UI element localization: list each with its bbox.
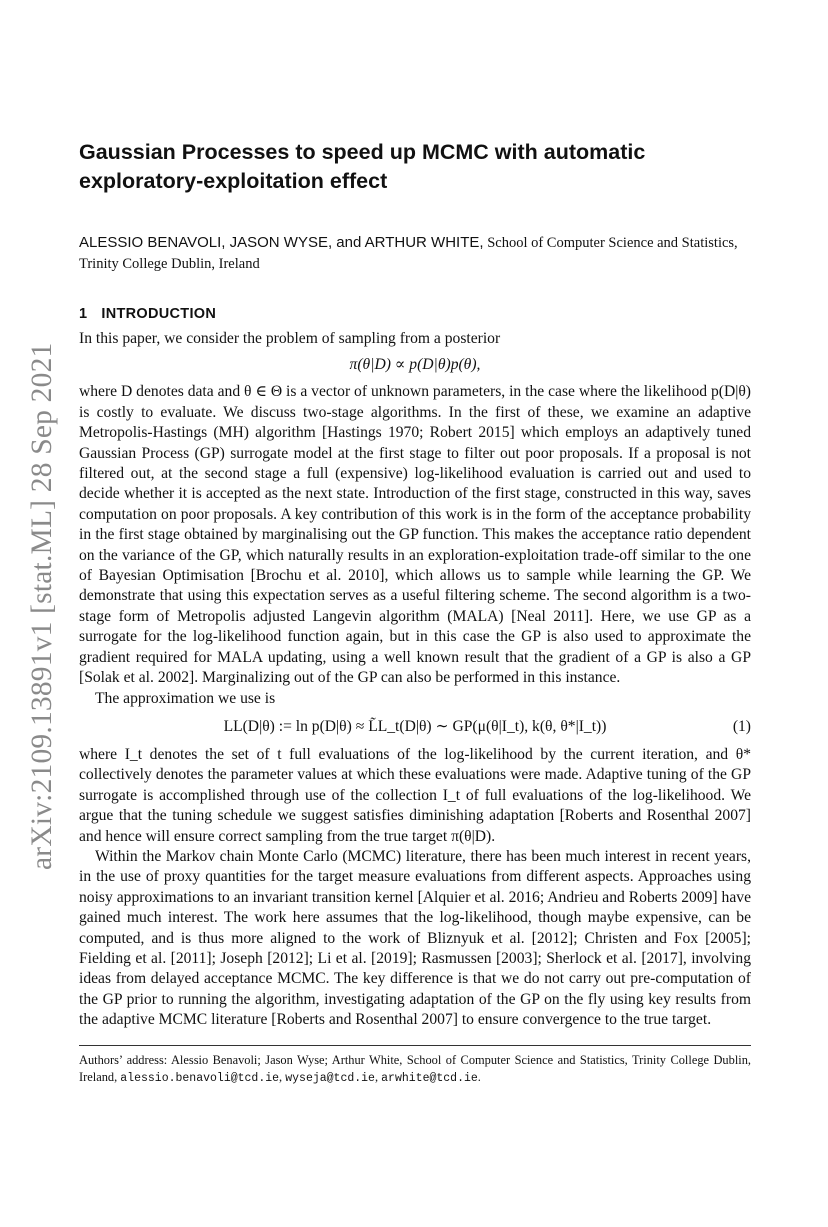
- email-link-1[interactable]: alessio.benavoli@tcd.ie: [120, 1071, 280, 1085]
- equation-1-text: LL(D|θ) := ln p(D|θ) ≈ L̃L_t(D|θ) ∼ GP(μ(θ|I_t), k(θ, θ*|I_t)): [223, 717, 607, 735]
- author-block: [79, 232, 751, 275]
- section-title: INTRODUCTION: [101, 306, 217, 322]
- intro-paragraph-1: In this paper, we consider the problem of sampling from a posterior: [79, 330, 501, 347]
- arxiv-identifier: arXiv:2109.13891v1 [stat.ML] 28 Sep 2021: [26, 342, 58, 870]
- intro-paragraph-3: The approximation we use is: [95, 689, 276, 707]
- paper-title: Gaussian Processes to speed up MCMC with automatic exploratory-exploitation effect: [79, 140, 646, 193]
- section-heading: [79, 304, 751, 324]
- footnote-text: Authors’ address: Alessio Benavoli; Jason Wyse; Arthur White, School of Computer Science and Statistics, Trinity College Dublin, Ireland,: [79, 1052, 751, 1084]
- intro-paragraph-2: where D denotes data and θ ∈ Θ is a vector of unknown parameters, in the case where the likelihood p(D|θ) is costly to evaluate. We discuss two-stage algorithms. In the first of these, we examine an adaptive Metropolis-Hastings (MH) algorithm [Hastings 1970; Robert 2015] which employs an adaptively tuned Gaussian Process (GP) surrogate model at the first stage to filter out poor proposals. If a proposal is not filtered out, at the second stage a full (expensive) log-likelihood evaluation is carried out and used to decide whether it is accepted as the next state. Introduction of the first stage, constructed in this way, saves computation on poor proposals. A key contribution of this work is in the form of the acceptance probability in the first stage obtained by marginalising out the GP function. This makes the acceptance ratio dependent on the variance of the GP, which naturally results in an exploration-exploitation trade-off similar to the one of Bayesian Optimisation [Brochu et al. 2010], which allows us to sample while learning the GP. We demonstrate that using this expectation serves as a useful filtering scheme. The second algorithm is a two-stage form of Metropolis adjusted Langevin algorithm (MALA) [Neal 2011]. Here, we use GP as a surrogate for the log-likelihood function again, but in this case the GP is also used to approximate the gradient required for MALA updating, using a well known result that the gradient of a GP is also a GP [Solak et al. 2002]. Marginalizing out of the GP can also be performed in this instance.: [79, 383, 751, 687]
- equation-1: [79, 717, 751, 737]
- footnote-divider: [79, 1045, 751, 1046]
- section-number: 1: [79, 306, 88, 322]
- author-names: ALESSIO BENAVOLI, JASON WYSE, and ARTHUR WHITE,: [79, 234, 484, 251]
- equation-1-number: (1): [732, 717, 751, 735]
- posterior-equation: [79, 355, 751, 375]
- email-link-3[interactable]: arwhite@tcd.ie: [381, 1071, 478, 1085]
- author-affiliation: School of Computer Science and Statistics, Trinity College Dublin, Ireland: [79, 235, 738, 272]
- paper-page: [79, 138, 751, 1087]
- posterior-equation-text: π(θ|D) ∝ p(D|θ)p(θ),: [349, 356, 481, 374]
- email-link-2[interactable]: wyseja@tcd.ie: [285, 1071, 375, 1085]
- authors-address-footnote: Authors’ address: Alessio Benavoli; Jason Wyse; Arthur White, School of Computer Science and Statistics, Trinity College Dublin, Ireland, alessio.benavoli@tcd.ie, wyseja@tcd.ie, arwhite@tcd.ie.: [79, 1052, 751, 1085]
- intro-paragraph-5: Within the Markov chain Monte Carlo (MCMC) literature, there has been much interest in recent years, in the use of proxy quantities for the target measure evaluations from different aspects. Approaches using noisy approximations to an invariant transition kernel [Alquier et al. 2016; Andrieu and Roberts 2009] have gained much interest. The work here assumes that the log-likelihood, though maybe expensive, can be computed, and is thus more aligned to the work of Bliznyuk et al. [2012]; Christen and Fox [2005]; Fielding et al. [2011]; Joseph [2012]; Li et al. [2019]; Rasmussen [2003]; Sherlock et al. [2017], involving ideas from delayed acceptance MCMC. The key difference is that we do not carry out pre-computation of the GP prior to running the algorithm, investigating adaptation of the GP on the fly using key results from the adaptive MCMC literature [Roberts and Rosenthal 2007] to ensure convergence to the true target.: [79, 847, 751, 1029]
- intro-paragraph-4: where I_t denotes the set of t full evaluations of the log-likelihood by the current iteration, and θ* collectively denotes the parameter values at which these evaluations were made. Adaptive tuning of the GP surrogate is accomplished through use of the collection I_t of full evaluations of the log-likelihood. We argue that the tuning schedule we suggest satisfies diminishing adaptation [Roberts and Rosenthal 2007] and hence will ensure correct sampling from the true target π(θ|D).: [79, 745, 751, 845]
